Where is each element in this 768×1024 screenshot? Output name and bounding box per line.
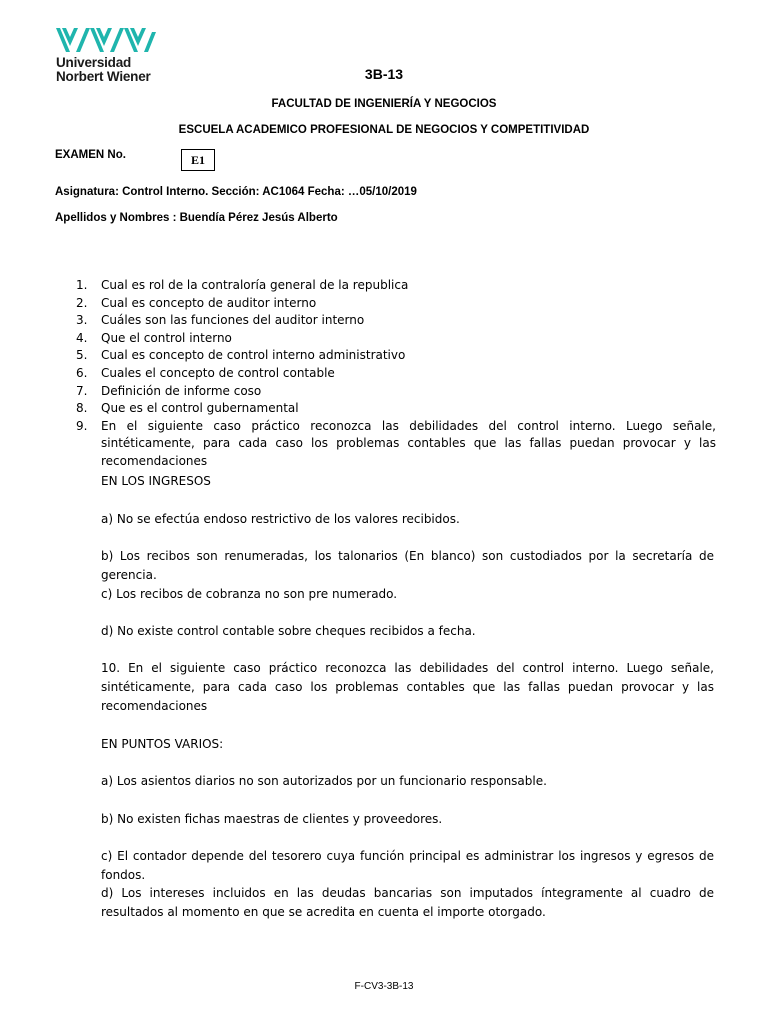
question-number: 8. <box>76 401 88 416</box>
list-item <box>76 277 716 295</box>
question-text: Cual es rol de la contraloría general de la republica <box>101 278 409 292</box>
ingresos-item-b: b) Los recibos son renumeradas, los talonarios (En blanco) son custodiados por la secretaría de gerencia. <box>101 549 714 582</box>
list-item <box>76 400 716 418</box>
question-number: 4. <box>76 330 88 345</box>
question-number: 9. <box>76 418 88 433</box>
student-name-line: Apellidos y Nombres : Buendía Pérez Jesús Alberto <box>55 212 338 224</box>
question-text: Cual es concepto de control interno administrativo <box>101 348 406 363</box>
ingresos-item-c: c) Los recibos de cobranza no son pre numerado. <box>101 587 398 601</box>
question-number: 3. <box>76 313 88 328</box>
ingresos-item-d: d) No existe control contable sobre cheques recibidos a fecha. <box>101 624 476 638</box>
list-item <box>76 365 716 383</box>
question-number: 6. <box>76 365 88 380</box>
logo-line-2: Norbert Wiener <box>56 69 151 84</box>
question-text: Que el control interno <box>101 330 232 345</box>
subject-line: Asignatura: Control Interno. Sección: AC1064 Fecha: …05/10/2019 <box>55 186 417 198</box>
question-text: Que es el control gubernamental <box>101 401 299 416</box>
question-text: Cual es concepto de auditor interno <box>101 295 317 310</box>
section-title-varios: EN PUNTOS VARIOS: <box>101 737 224 751</box>
faculty-title: FACULTAD DE INGENIERÍA Y NEGOCIOS <box>271 98 497 110</box>
questions-list <box>76 277 716 471</box>
question-number: 5. <box>76 348 88 363</box>
varios-item-d: d) Los intereses incluidos en las deudas bancarias son imputados íntegramente al cuadro de resultados al momento en que se acredita en cuenta el importe otorgado. <box>101 886 714 919</box>
question-10: 10. En el siguiente caso práctico reconozca las debilidades del control interno. Luego señale, sintéticamente, para cada caso los problemas contables que las fallas puedan provocar y las recomendaciones <box>101 661 714 713</box>
question-number: 1. <box>76 278 88 292</box>
list-item <box>76 312 716 330</box>
question-text: Cuáles son las funciones del auditor interno <box>101 313 365 328</box>
logo-line-1: Universidad <box>56 55 132 70</box>
list-item <box>76 295 716 313</box>
school-title: ESCUELA ACADEMICO PROFESIONAL DE NEGOCIOS Y COMPETITIVIDAD <box>178 124 590 136</box>
list-item <box>76 330 716 348</box>
list-item <box>76 383 716 401</box>
question-number: 7. <box>76 383 88 398</box>
question-text: Cuales el concepto de control contable <box>101 365 335 380</box>
varios-item-a: a) Los asientos diarios no son autorizados por un funcionario responsable. <box>101 774 547 788</box>
ingresos-item-a: a) No se efectúa endoso restrictivo de los valores recibidos. <box>101 512 460 526</box>
university-logo <box>56 26 156 54</box>
varios-item-b: b) No existen fichas maestras de clientes y proveedores. <box>101 812 443 826</box>
question-text: En el siguiente caso práctico reconozca las debilidades del control interno. Luego señale, sintéticamente, para cada caso los problemas contables que las fallas puedan provocar y las recomendaciones <box>101 418 716 468</box>
question-text: Definición de informe coso <box>101 383 262 398</box>
document-code: 3B-13 <box>364 66 404 82</box>
section-title-ingresos: EN LOS INGRESOS <box>101 474 211 488</box>
list-item <box>76 347 716 365</box>
footer-code: F-CV3-3B-13 <box>354 981 414 992</box>
question-number: 2. <box>76 295 88 310</box>
exam-number-box: E1 <box>181 149 215 171</box>
varios-item-c: c) El contador depende del tesorero cuya función principal es administrar los ingresos y egresos de fondos. <box>101 849 714 882</box>
list-item <box>76 418 716 471</box>
exam-label: EXAMEN No. <box>55 149 126 161</box>
